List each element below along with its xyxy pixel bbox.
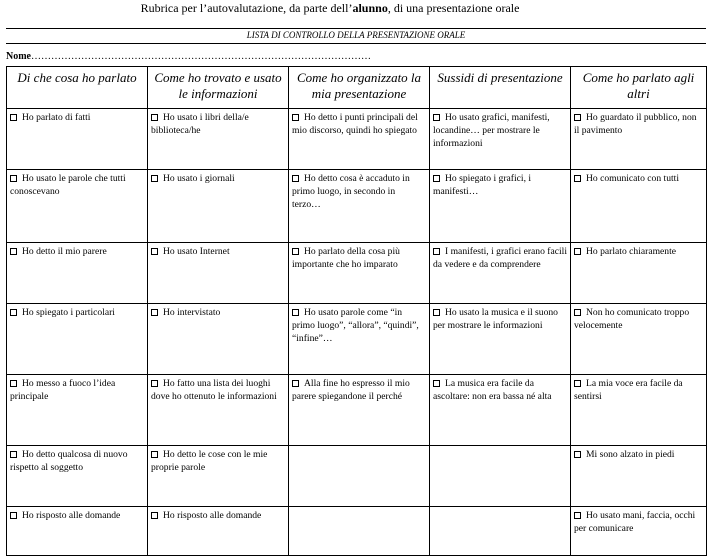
checkbox-label: Ho parlato chiaramente xyxy=(586,246,677,257)
checkbox-label: Ho usato le parole che tutti conoscevano xyxy=(10,173,126,197)
table-cell xyxy=(148,446,289,507)
table-cell xyxy=(571,243,707,304)
table-cell xyxy=(148,243,289,304)
divider-under-list-title xyxy=(6,43,706,44)
table-cell xyxy=(7,446,148,507)
table-cell xyxy=(148,170,289,243)
table-cell xyxy=(7,507,148,556)
table-cell xyxy=(571,507,707,556)
checkbox[interactable] xyxy=(10,248,17,255)
table-cell xyxy=(289,446,430,507)
table-row xyxy=(7,170,707,243)
table-cell xyxy=(571,109,707,170)
table-cell xyxy=(571,375,707,446)
title-prefix: Rubrica per l’autovalutazione, da parte dell’ xyxy=(140,1,353,15)
checkbox-label: I manifesti, i grafici erano facili da vedere e da comprendere xyxy=(433,246,567,270)
checkbox[interactable] xyxy=(433,309,440,316)
checkbox-label: Ho usato grafici, manifesti, locandine… per mostrare le informazioni xyxy=(433,112,550,149)
checkbox[interactable] xyxy=(292,380,299,387)
table-cell xyxy=(289,375,430,446)
checkbox[interactable] xyxy=(433,114,440,121)
table-cell xyxy=(571,304,707,375)
checkbox[interactable] xyxy=(151,114,158,121)
name-label: Nome xyxy=(6,51,31,62)
page-title xyxy=(0,1,660,15)
table-row xyxy=(7,446,707,507)
checkbox[interactable] xyxy=(151,512,158,519)
checkbox-label: Ho guardato il pubblico, non il pavimento xyxy=(574,112,697,136)
checkbox-label: Ho detto le cose con le mie proprie parole xyxy=(151,449,268,473)
table-cell xyxy=(148,375,289,446)
checkbox[interactable] xyxy=(151,175,158,182)
title-bold: alunno xyxy=(352,1,388,15)
checklist-table xyxy=(6,66,707,556)
checkbox[interactable] xyxy=(574,248,581,255)
column-header: Come ho parlato agli altri xyxy=(571,67,707,109)
checkbox[interactable] xyxy=(292,114,299,121)
checkbox[interactable] xyxy=(151,380,158,387)
checkbox[interactable] xyxy=(574,451,581,458)
list-title: LISTA DI CONTROLLO DELLA PRESENTAZIONE ORALE xyxy=(246,30,466,40)
table-cell xyxy=(289,109,430,170)
table-cell xyxy=(289,243,430,304)
checkbox[interactable] xyxy=(10,451,17,458)
checkbox-label: Ho spiegato i particolari xyxy=(22,307,115,318)
checkbox-label: Ho detto cosa è accaduto in primo luogo, in secondo in terzo… xyxy=(292,173,410,210)
table-cell xyxy=(571,170,707,243)
checkbox-label: Ho intervistato xyxy=(163,307,221,318)
checkbox[interactable] xyxy=(10,114,17,121)
checkbox-label: Ho usato parole come “in primo luogo”, “allora”, “quindi”, “infine”… xyxy=(292,307,419,344)
checkbox[interactable] xyxy=(292,248,299,255)
table-cell xyxy=(7,109,148,170)
table-cell xyxy=(430,446,571,507)
checkbox[interactable] xyxy=(574,380,581,387)
table-cell xyxy=(289,507,430,556)
table-cell xyxy=(430,170,571,243)
title-suffix: , di una presentazione orale xyxy=(387,1,520,15)
checkbox-label: Non ho comunicato troppo velocemente xyxy=(574,307,690,331)
checkbox-label: La mia voce era facile da sentirsi xyxy=(574,378,683,402)
checkbox[interactable] xyxy=(574,114,581,121)
checkbox[interactable] xyxy=(151,248,158,255)
table-row xyxy=(7,109,707,170)
table-row xyxy=(7,304,707,375)
checkbox[interactable] xyxy=(574,175,581,182)
checkbox-label: Ho comunicato con tutti xyxy=(586,173,679,184)
checkbox-label: Ho detto qualcosa di nuovo rispetto al soggetto xyxy=(10,449,128,473)
checkbox-label: Ho spiegato i grafici, i manifesti… xyxy=(433,173,532,197)
checkbox-label: La musica era facile da ascoltare: non era bassa né alta xyxy=(433,378,552,402)
table-cell xyxy=(430,304,571,375)
column-header: Sussidi di presentazione xyxy=(430,67,571,109)
column-header: Come ho organizzato la mia presentazione xyxy=(289,67,430,109)
checkbox[interactable] xyxy=(292,309,299,316)
table-row xyxy=(7,243,707,304)
checkbox[interactable] xyxy=(292,175,299,182)
checkbox[interactable] xyxy=(433,175,440,182)
checkbox-label: Ho usato la musica e il suono per mostrare le informazioni xyxy=(433,307,558,331)
checkbox[interactable] xyxy=(151,309,158,316)
table-cell xyxy=(148,304,289,375)
checkbox[interactable] xyxy=(10,512,17,519)
table-cell xyxy=(430,109,571,170)
table-cell xyxy=(7,243,148,304)
table-cell xyxy=(148,507,289,556)
table-cell xyxy=(7,170,148,243)
checkbox-label: Ho detto il mio parere xyxy=(22,246,107,257)
checkbox-label: Ho risposto alle domande xyxy=(163,510,262,521)
table-cell xyxy=(289,170,430,243)
checkbox[interactable] xyxy=(574,512,581,519)
table-cell xyxy=(7,304,148,375)
checkbox[interactable] xyxy=(151,451,158,458)
checkbox-label: Ho risposto alle domande xyxy=(22,510,121,521)
table-cell xyxy=(7,375,148,446)
table-cell xyxy=(148,109,289,170)
checkbox-label: Alla fine ho espresso il mio parere spiegandone il perché xyxy=(292,378,410,402)
column-header: Di che cosa ho parlato xyxy=(7,67,148,109)
table-row xyxy=(7,375,707,446)
checkbox-label: Ho messo a fuoco l’idea principale xyxy=(10,378,116,402)
checkbox-label: Ho usato i giornali xyxy=(163,173,235,184)
table-cell xyxy=(430,375,571,446)
checkbox-label: Ho usato Internet xyxy=(163,246,230,257)
table-header-row xyxy=(7,67,707,109)
table-row xyxy=(7,507,707,556)
checkbox-label: Mi sono alzato in piedi xyxy=(586,449,675,460)
table-cell xyxy=(430,243,571,304)
column-header: Come ho trovato e usato le informazioni xyxy=(148,67,289,109)
table-cell xyxy=(289,304,430,375)
checkbox[interactable] xyxy=(10,309,17,316)
checkbox-label: Ho parlato della cosa più importante che ho imparato xyxy=(292,246,400,270)
checkbox[interactable] xyxy=(574,309,581,316)
checkbox[interactable] xyxy=(433,248,440,255)
name-field xyxy=(6,51,371,63)
checkbox[interactable] xyxy=(433,380,440,387)
checkbox[interactable] xyxy=(10,380,17,387)
checkbox-label: Ho usato i libri della/e biblioteca/he xyxy=(151,112,249,136)
checkbox-label: Ho detto i punti principali del mio discorso, quindi ho spiegato xyxy=(292,112,418,136)
checkbox-label: Ho usato mani, faccia, occhi per comunicare xyxy=(574,510,696,534)
checkbox-label: Ho parlato di fatti xyxy=(22,112,91,123)
table-cell xyxy=(430,507,571,556)
table-cell xyxy=(571,446,707,507)
name-dots: ………………………………………………………………………………………… xyxy=(31,51,371,62)
checkbox[interactable] xyxy=(10,175,17,182)
checkbox-label: Ho fatto una lista dei luoghi dove ho ottenuto le informazioni xyxy=(151,378,277,402)
